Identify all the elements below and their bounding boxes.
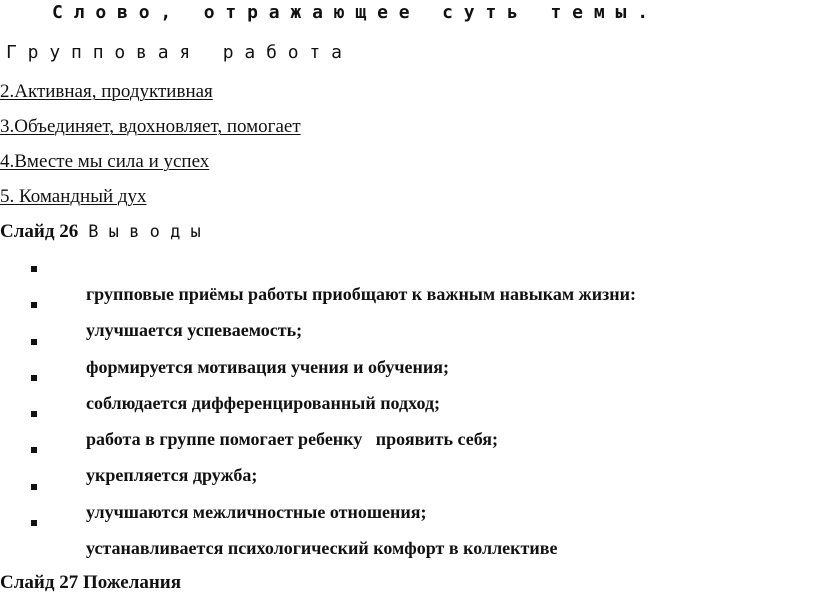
numbered-item: 3.Объединяет, вдохновляет, помогает <box>0 116 301 137</box>
list-item-text: улучшается успеваемость; <box>86 320 303 341</box>
list-item <box>28 439 636 486</box>
conclusions-list <box>28 258 637 559</box>
square-bullet-icon <box>31 484 37 490</box>
list-item <box>28 403 636 450</box>
list-item <box>28 512 636 559</box>
list-item-text: устанавливается психологический комфорт в коллективе <box>86 538 558 559</box>
numbered-item: 5. Командный дух <box>0 186 147 207</box>
list-item-text: групповые приёмы работы приобщают к важным навыкам жизни: <box>86 284 637 304</box>
slide-26-label: Слайд 26 <box>0 221 79 242</box>
list-item <box>28 294 636 341</box>
list-item <box>28 476 636 522</box>
list-item-text: формируется мотивация учения и обучения; <box>86 356 449 377</box>
list-item <box>28 258 637 304</box>
square-bullet-icon <box>31 375 37 381</box>
list-item-text: улучшаются межличностные отношения; <box>86 501 427 522</box>
square-bullet-icon <box>31 447 37 453</box>
group-work-heading: Г р у п п о в а я р а б о т а <box>6 42 342 63</box>
conclusions-title: В ы в о д ы <box>88 222 201 242</box>
list-item <box>28 367 636 413</box>
square-bullet-icon <box>31 339 37 345</box>
numbered-item: 2.Активная, продуктивная <box>0 81 213 102</box>
numbered-item: 4.Вместе мы сила и успех <box>0 151 210 172</box>
list-item-text: укрепляется дружба; <box>86 465 258 486</box>
slide-27-heading: Слайд 27 Пожелания <box>0 572 182 593</box>
square-bullet-icon <box>31 411 37 417</box>
slide-26-heading <box>0 221 201 243</box>
square-bullet-icon <box>31 302 37 308</box>
topic-heading: С л о в о , о т р а ж а ю щ е е с у т ь т е м ы . <box>52 2 649 23</box>
list-item-text: соблюдается дифференцированный подход; <box>86 392 441 413</box>
list-item <box>28 331 636 377</box>
list-item-text: работа в группе помогает ребенку проявить себя; <box>86 429 499 450</box>
square-bullet-icon <box>31 520 37 526</box>
square-bullet-icon <box>31 266 37 272</box>
